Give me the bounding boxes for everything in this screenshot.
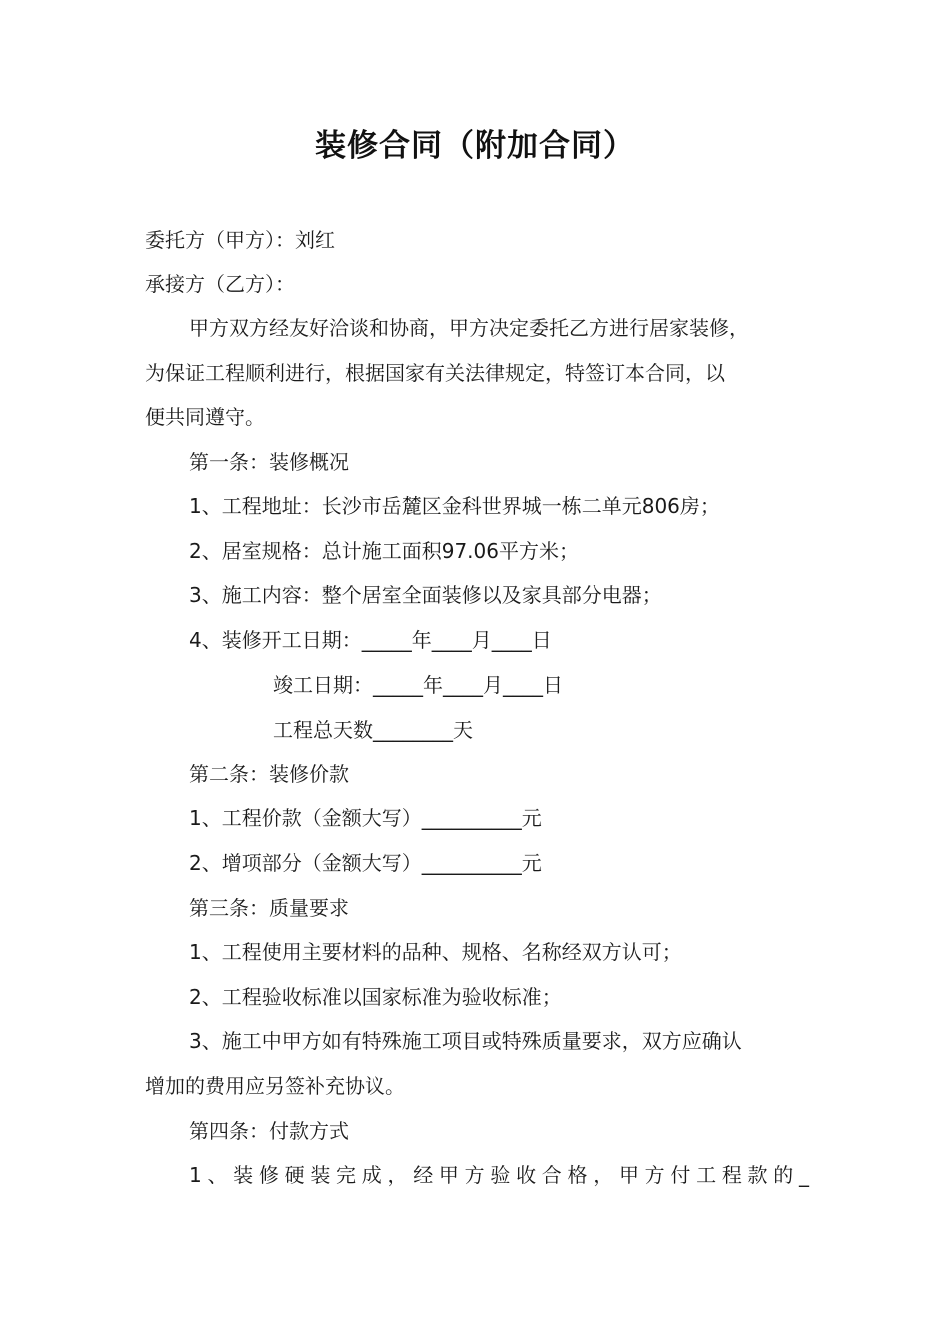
article4-heading: 第四条：付款方式 — [189, 1119, 349, 1143]
intro-line-1: 甲方双方经友好洽谈和协商，甲方决定委托乙方进行居家装修， — [189, 316, 749, 340]
party-b-line: 承接方（乙方）： — [145, 272, 295, 296]
article1-item-2: 2、居室规格：总计施工面积97.06平方米； — [189, 539, 579, 563]
article2-item-2: 2、增项部分（金额大写）__________元 — [189, 851, 542, 875]
article3-item-3-cont: 增加的费用应另签补充协议。 — [145, 1074, 405, 1098]
party-a-line: 委托方（甲方）：刘红 — [145, 228, 335, 252]
article3-item-3: 3、施工中甲方如有特殊施工项目或特殊质量要求，双方应确认 — [189, 1029, 742, 1053]
total-days-line: 工程总天数________天 — [273, 718, 473, 742]
article1-heading: 第一条：装修概况 — [189, 450, 349, 474]
article3-item-1: 1、工程使用主要材料的品种、规格、名称经双方认可； — [189, 940, 682, 964]
intro-line-3: 便共同遵守。 — [145, 405, 265, 429]
document-title: 装修合同（附加合同） — [315, 128, 635, 164]
article4-item-1: 1、装修硬装完成，经甲方验收合格，甲方付工程款的_ — [189, 1163, 809, 1187]
article3-heading: 第三条：质量要求 — [189, 896, 349, 920]
article3-item-2: 2、工程验收标准以国家标准为验收标准； — [189, 985, 562, 1009]
intro-line-2: 为保证工程顺利进行，根据国家有关法律规定，特签订本合同，以 — [145, 361, 725, 385]
article1-item-4: 4、装修开工日期：_____年____月____日 — [189, 628, 552, 652]
completion-date-line: 竣工日期：_____年____月____日 — [273, 673, 563, 697]
article1-item-3: 3、施工内容：整个居室全面装修以及家具部分电器； — [189, 583, 662, 607]
article2-item-1: 1、工程价款（金额大写）__________元 — [189, 806, 542, 830]
article1-item-1: 1、工程地址：长沙市岳麓区金科世界城一栋二单元806房； — [189, 494, 720, 518]
article2-heading: 第二条：装修价款 — [189, 762, 349, 786]
